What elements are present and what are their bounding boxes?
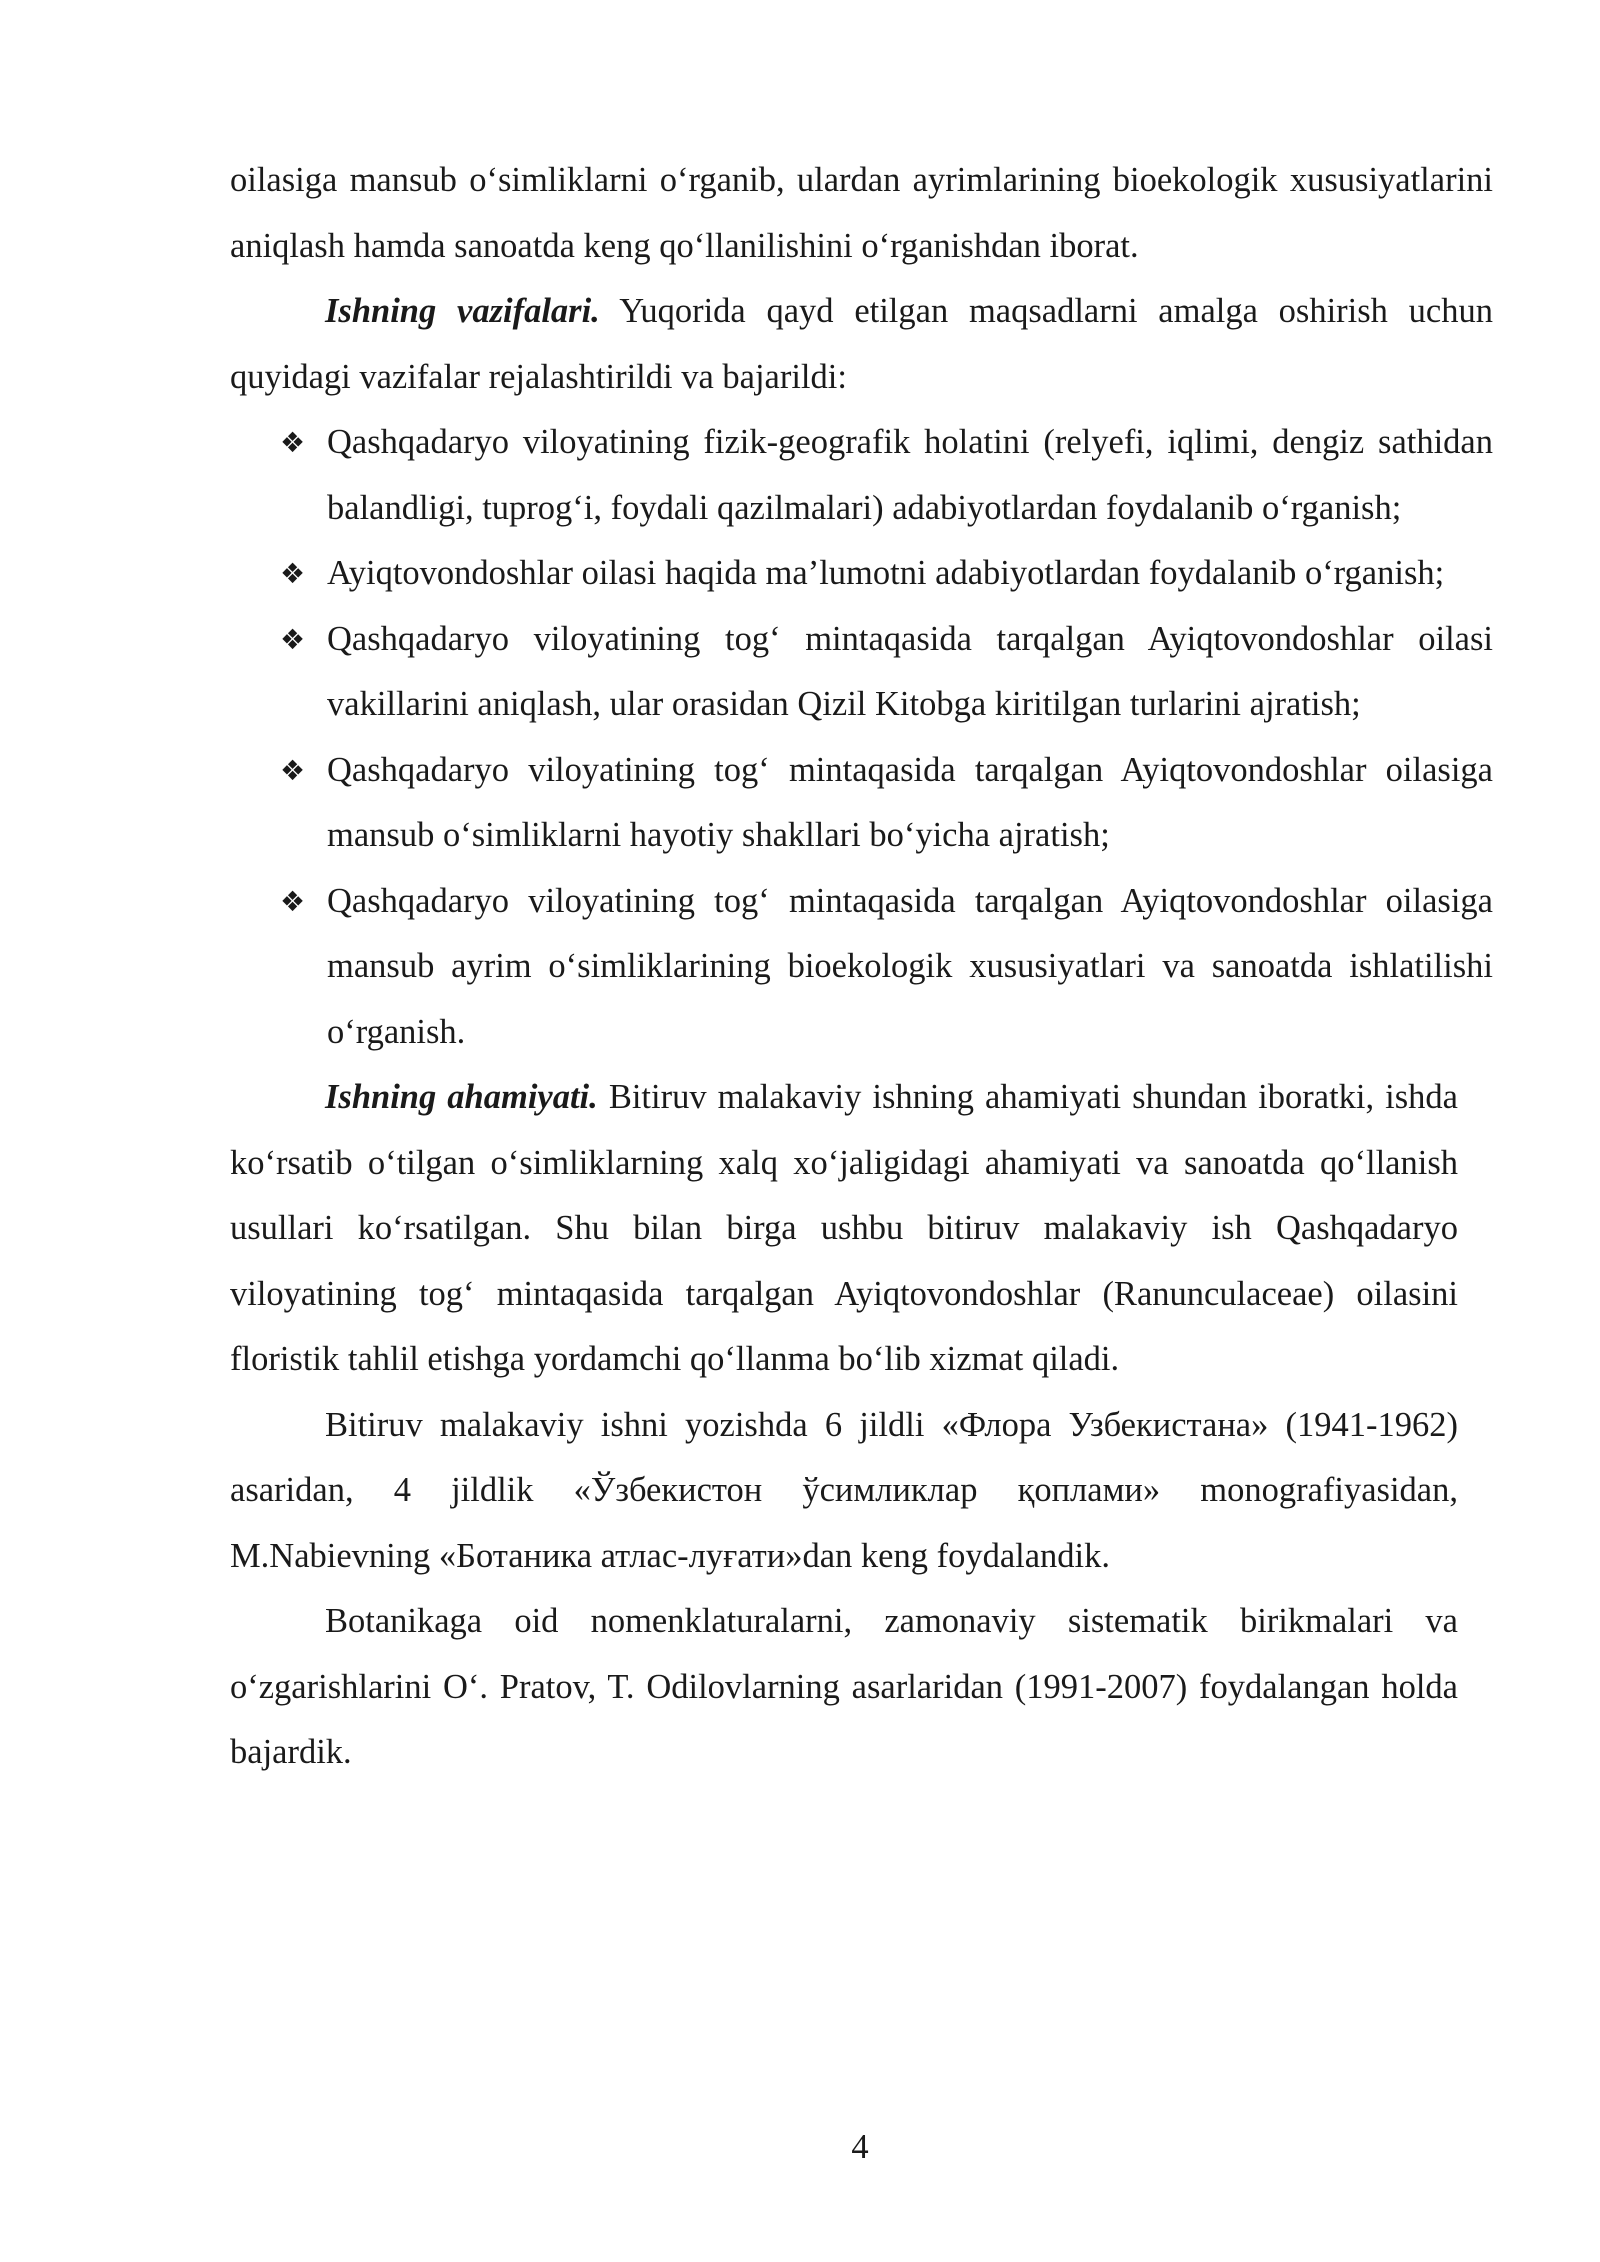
tasks-list bbox=[230, 410, 1493, 1065]
lower-paragraphs bbox=[230, 1065, 1458, 1786]
list-item bbox=[230, 869, 1493, 1066]
intro-paragraph: oilasiga mansub o‘simliklarni o‘rganib, ulardan ayrimlarining bioekologik xususiyatlarini aniqlash hamda sanoatda keng qo‘llanilishini o‘rganishdan iborat. bbox=[230, 161, 1493, 265]
diamond-bullet-icon: ❖ bbox=[280, 426, 306, 459]
importance-heading: Ishning ahamiyati. bbox=[325, 1078, 598, 1116]
diamond-bullet-icon: ❖ bbox=[280, 622, 306, 656]
importance-paragraph bbox=[230, 1065, 1458, 1393]
list-item-text: Qashqadaryo viloyatining fizik-geografik holatini (relyefi, iqlimi, dengiz sathidan balandligi, tuprog‘i, foydali qazilmalari) adabiyotlardan foydalanib o‘rganish; bbox=[327, 423, 1493, 527]
importance-text: Bitiruv malakaviy ishning ahamiyati shundan iboratki, ishda ko‘rsatib o‘tilgan o‘simliklarning xalq xo‘jaligidagi ahamiyati va sanoatda qo‘llanish usullari ko‘rsatilgan. Shu bilan birga ushbu bitiruv malakaviy ish Qashqadaryo viloyatining tog‘ mintaqasida tarqalgan Ayiqtovondoshlar (Ranunculaceae) oilasini floristik tahlil etishga yordamchi qo‘llanma bo‘lib xizmat qiladi. bbox=[230, 1078, 1458, 1378]
list-item bbox=[230, 738, 1493, 869]
list-item bbox=[230, 541, 1493, 607]
list-item-text: Qashqadaryo viloyatining tog‘ mintaqasida tarqalgan Ayiqtovondoshlar oilasiga mansub ayrim o‘simliklarining bioekologik xususiyatlari va sanoatda ishlatilishi o‘rganish. bbox=[327, 881, 1493, 1051]
page-number: 4 bbox=[851, 2128, 869, 2166]
body-text bbox=[230, 148, 1493, 1786]
diamond-bullet-icon: ❖ bbox=[280, 884, 306, 918]
nomenclature-paragraph: Botanikaga oid nomenklaturalarni, zamonaviy sistematik birikmalari va o‘zgarishlarini O‘. Pratov, T. Odilovlarning asarlaridan (1991-2007) foydalangan holda bajardik. bbox=[230, 1602, 1458, 1771]
list-item bbox=[230, 607, 1493, 738]
diamond-bullet-icon: ❖ bbox=[280, 753, 306, 787]
diamond-bullet-icon: ❖ bbox=[280, 557, 306, 590]
list-item-text: Qashqadaryo viloyatining tog‘ mintaqasida tarqalgan Ayiqtovondoshlar oilasiga mansub o‘simliklarni hayotiy shakllari bo‘yicha ajratish; bbox=[327, 750, 1493, 854]
sources-paragraph: Bitiruv malakaviy ishni yozishda 6 jildli «Флора Узбекистана» (1941-1962) asaridan, 4 jildlik «Ўзбекистон ўсимликлар қоплами» monografiyasidan, M.Nabievning «Ботаника атлас-луғати»dan keng foydalandik. bbox=[230, 1405, 1458, 1575]
list-item bbox=[230, 410, 1493, 541]
tasks-intro-paragraph bbox=[230, 279, 1493, 410]
list-item-text: Ayiqtovondoshlar oilasi haqida ma’lumotni adabiyotlardan foydalanib o‘rganish; bbox=[327, 554, 1445, 592]
list-item-text: Qashqadaryo viloyatining tog‘ mintaqasida tarqalgan Ayiqtovondoshlar oilasi vakillarini aniqlash, ular orasidan Qizil Kitobga kiritilgan turlarini ajratish; bbox=[327, 619, 1493, 723]
tasks-heading: Ishning vazifalari. bbox=[325, 292, 600, 330]
tasks-lead-text: Yuqorida qayd etilgan maqsadlarni amalga oshirish uchun quyidagi vazifalar rejalashtirildi va bajarildi: bbox=[230, 292, 1493, 396]
